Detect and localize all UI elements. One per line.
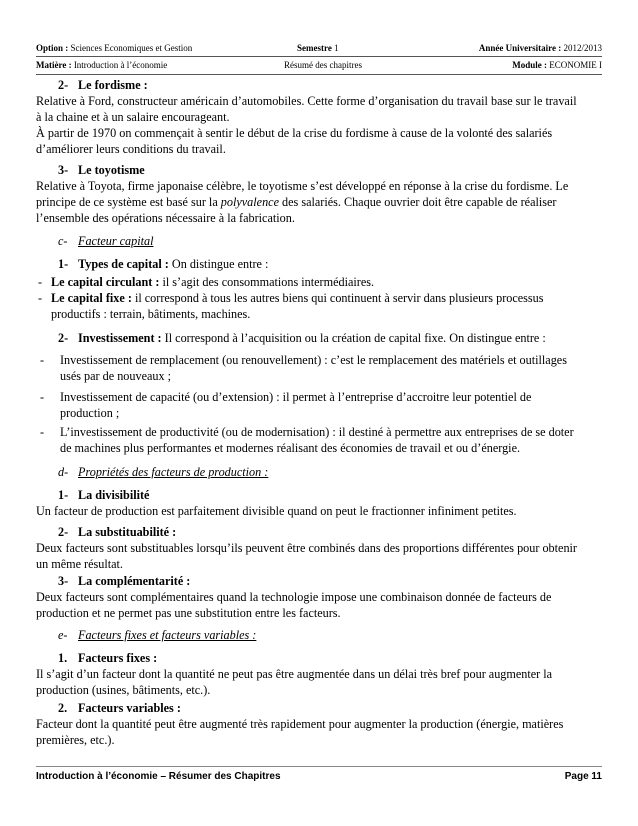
paragraph-line: Relative à Toyota, firme japonaise célèbre, le toyotisme s’est développé en réponse à la crise du fordisme. Le xyxy=(36,179,569,193)
bullet-dash: - xyxy=(38,275,43,289)
heading-facteurs-fixes: 1. Facteurs fixes : xyxy=(58,651,158,665)
heading-substituabilite: 2- La substituabilité : xyxy=(58,525,177,539)
header-option: Option : Sciences Economiques et Gestion xyxy=(36,43,193,53)
list-item-cont: usés par de nouveaux ; xyxy=(60,369,172,383)
subsection-proprietes: d- Propriétés des facteurs de production : xyxy=(58,465,269,479)
paragraph-line: À partir de 1970 on commençait à sentir le début de la crise du fordisme à cause de la volonté des salariés xyxy=(36,126,553,140)
paragraph-line: un même résultat. xyxy=(36,557,123,571)
bullet-dash: - xyxy=(40,425,45,439)
bullet-capital-circulant: Le capital circulant : il s’agit des consommations intermédiaires. xyxy=(51,275,375,289)
bullet-dash: - xyxy=(40,353,45,367)
heading-investissement: 2- Investissement : Il correspond à l’acquisition ou la création de capital fixe. On distingue entre : xyxy=(58,331,546,345)
footer-rule xyxy=(36,766,602,767)
list-item-cont: production ; xyxy=(60,406,120,420)
paragraph-line: production et ne permet pas une substitution entre les facteurs. xyxy=(36,606,341,620)
header-semestre: Semestre 1 xyxy=(297,43,339,53)
emphasis-polyvalence: polyvalence xyxy=(220,195,279,209)
list-item: L’investissement de productivité (ou de modernisation) : il destiné à permettre aux entreprises de se doter xyxy=(60,425,574,439)
subsection-facteur-capital: c- Facteur capital xyxy=(58,234,154,248)
paragraph-line: Deux facteurs sont complémentaires quand la technologie impose une combinaison donnée de facteurs de xyxy=(36,590,552,604)
paragraph-line: principe de ce système est basé sur la polyvalence des salariés. Chaque ouvrier doit être capable de réaliser xyxy=(36,195,557,209)
paragraph-line: Relative à Ford, constructeur américain d’automobiles. Cette forme d’organisation du travail base sur le travail xyxy=(36,94,577,108)
subsection-facteurs-fixes-variables: e- Facteurs fixes et facteurs variables : xyxy=(58,628,257,642)
paragraph-line: Il s’agit d’un facteur dont la quantité ne peut pas être augmentée dans un délai très bref pour augmenter la xyxy=(36,667,553,681)
list-item-cont: de machines plus performantes et modernes réalisant des économies de travail et ou d’énergie. xyxy=(60,441,521,455)
paragraph-line: Deux facteurs sont substituables lorsqu’ils peuvent être combinés dans des proportions différentes pour obtenir xyxy=(36,541,577,555)
heading-toyotisme: 3- Le toyotisme xyxy=(58,163,145,177)
paragraph-line: production (usines, bâtiments, etc.). xyxy=(36,683,211,697)
heading-facteurs-variables: 2. Facteurs variables : xyxy=(58,701,181,715)
heading-fordisme: 2- Le fordisme : xyxy=(58,78,148,92)
bullet-capital-fixe: Le capital fixe : il correspond à tous les autres biens qui continuent à servir dans plusieurs processus xyxy=(51,291,544,305)
header-resume: Résumé des chapitres xyxy=(284,60,362,70)
paragraph-line: d’améliorer leurs conditions du travail. xyxy=(36,142,226,156)
paragraph-line: Facteur dont la quantité peut être augmenté très rapidement pour augmenter la production (énergie, matières xyxy=(36,717,564,731)
header-matiere: Matière : Introduction à l’économie xyxy=(36,60,168,70)
bullet-dash: - xyxy=(40,390,45,404)
bullet-capital-fixe-cont: productifs : terrain, bâtiments, machines. xyxy=(51,307,251,321)
paragraph-line: l’ensemble des opérations nécessaire à la fabrication. xyxy=(36,211,295,225)
paragraph-line: premières, etc.). xyxy=(36,733,115,747)
paragraph-line: Un facteur de production est parfaitement divisible quand on peut le fractionner infiniment petites. xyxy=(36,504,517,518)
heading-divisibilite: 1- La divisibilité xyxy=(58,488,150,502)
bullet-dash: - xyxy=(38,291,43,305)
heading-types-capital: 1- Types de capital : On distingue entre : xyxy=(58,257,269,271)
header-rule-2 xyxy=(36,74,602,75)
footer-title: Introduction à l’économie – Résumer des Chapitres xyxy=(36,771,281,782)
heading-complementarite: 3- La complémentarité : xyxy=(58,574,191,588)
list-item: Investissement de remplacement (ou renouvellement) : c’est le remplacement des matériels et outillages xyxy=(60,353,567,367)
header-module: Module : ECONOMIE I xyxy=(512,60,602,70)
page-number: Page 11 xyxy=(564,771,602,782)
header-rule-1 xyxy=(36,56,602,57)
header-annee: Année Universitaire : 2012/2013 xyxy=(478,43,602,53)
paragraph-line: à la chaine et à un salaire encourageant. xyxy=(36,110,230,124)
list-item: Investissement de capacité (ou d’extension) : il permet à l’entreprise d’accroitre leur potentiel de xyxy=(60,390,532,404)
